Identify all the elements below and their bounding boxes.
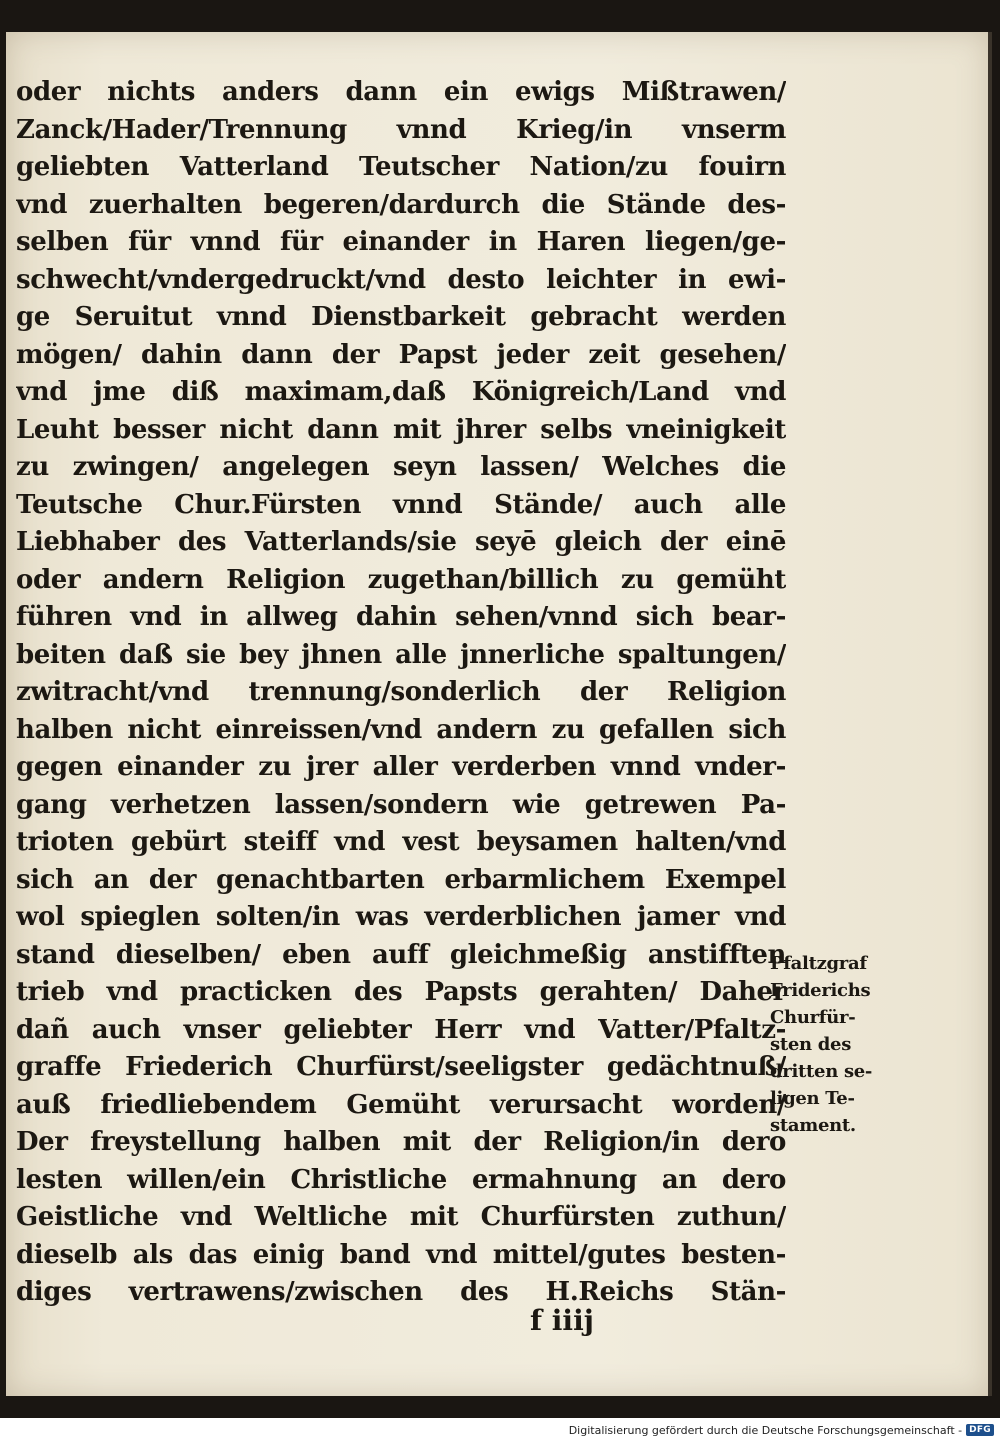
text-line: oder nichts anders dann ein ewigs Mißtrawen/ [16, 77, 786, 107]
marginal-note-line: ligen Te- [770, 1088, 855, 1109]
text-line: gang verhetzen lassen/sondern wie getrewen Pa- [16, 789, 786, 820]
text-line: dañ auch vnser geliebter Herr vnd Vatter/Pfaltz- [16, 1014, 786, 1045]
marginal-note-line: sten des [770, 1034, 852, 1055]
marginal-note-line: Churfür- [770, 1007, 856, 1028]
text-line: mögen/ dahin dann der Papst jeder zeit gesehen/ [16, 339, 786, 370]
text-line: sich an der genachtbarten erbarmlichem Exempel [16, 864, 786, 895]
text-line: geliebten Vatterland Teutscher Nation/zu fouirn [16, 152, 786, 182]
text-line: vnd zuerhalten begeren/dardurch die Stände des- [16, 189, 786, 220]
dfg-logo[interactable]: DFG [966, 1424, 994, 1436]
footer [569, 1420, 994, 1440]
text-line: führen vnd in allweg dahin sehen/vnnd sich bear- [16, 602, 786, 632]
text-line: Zanck/Hader/Trennung vnnd Krieg/in vnserm [16, 114, 786, 145]
text-line: dieselb als das einig band vnd mittel/gutes besten- [16, 1239, 786, 1270]
text-line: graffe Friederich Churfürst/seeligster gedächtnuß/ [16, 1052, 786, 1082]
text-line: diges vertrawens/zwischen des H.Reichs Stän- [16, 1277, 786, 1307]
marginal-note-line: stament. [770, 1115, 856, 1136]
text-line: selben für vnnd für einander in Haren liegen/ge- [16, 227, 786, 257]
text-line: trieb vnd practicken des Papsts gerahten/ Daher [16, 977, 786, 1007]
text-line: halben nicht einreissen/vnd andern zu gefallen sich [16, 714, 786, 745]
funding-notice: Digitalisierung gefördert durch die Deutsche Forschungsgemeinschaft - [568, 1423, 963, 1437]
text-line: ge Seruitut vnnd Dienstbarkeit gebracht werden [16, 302, 786, 332]
text-line: zu zwingen/ angelegen seyn lassen/ Welches die [16, 452, 786, 482]
text-line: Leuht besser nicht dann mit jhrer selbs vneinigkeit [16, 414, 786, 445]
text-line: schwecht/vndergedruckt/vnd desto leichter in ewi- [16, 264, 786, 295]
text-line: Teutsche Chur.Fürsten vnnd Stände/ auch alle [16, 489, 786, 520]
marginal-note-line: Pfaltzgraf [770, 953, 867, 974]
signature-mark: f iiij [530, 1304, 594, 1337]
text-line: trioten gebürt steiff vnd vest beysamen halten/vnd [16, 827, 786, 857]
text-line: Liebhaber des Vatterlands/sie seyē gleich der einē [16, 527, 786, 557]
marginal-note [770, 950, 888, 1139]
text-line: beiten daß sie bey jhnen alle jnnerliche spaltungen/ [16, 639, 786, 670]
marginal-note-line: Friderichs [770, 980, 871, 1001]
text-line: zwitracht/vnd trennung/sonderlich der Religion [16, 677, 786, 707]
text-line: stand dieselben/ eben auff gleichmeßig anstifften [16, 939, 786, 970]
text-line: gegen einander zu jrer aller verderben vnnd vnder- [16, 752, 786, 782]
body-text [16, 74, 786, 1312]
text-line: vnd jme diß maximam,daß Königreich/Land vnd [16, 377, 786, 407]
text-line: Geistliche vnd Weltliche mit Churfürsten zuthun/ [16, 1202, 786, 1232]
text-line: Der freystellung halben mit der Religion/in dero [16, 1127, 786, 1157]
text-line: lesten willen/ein Christliche ermahnung an dero [16, 1164, 786, 1195]
text-line: auß friedliebendem Gemüht verursacht worden/ [16, 1089, 786, 1120]
text-line: oder andern Religion zugethan/billich zu gemüht [16, 564, 786, 595]
marginal-note-line: dritten se- [770, 1061, 873, 1082]
page-edge [988, 32, 992, 1396]
text-line: wol spieglen solten/in was verderblichen jamer vnd [16, 902, 786, 932]
